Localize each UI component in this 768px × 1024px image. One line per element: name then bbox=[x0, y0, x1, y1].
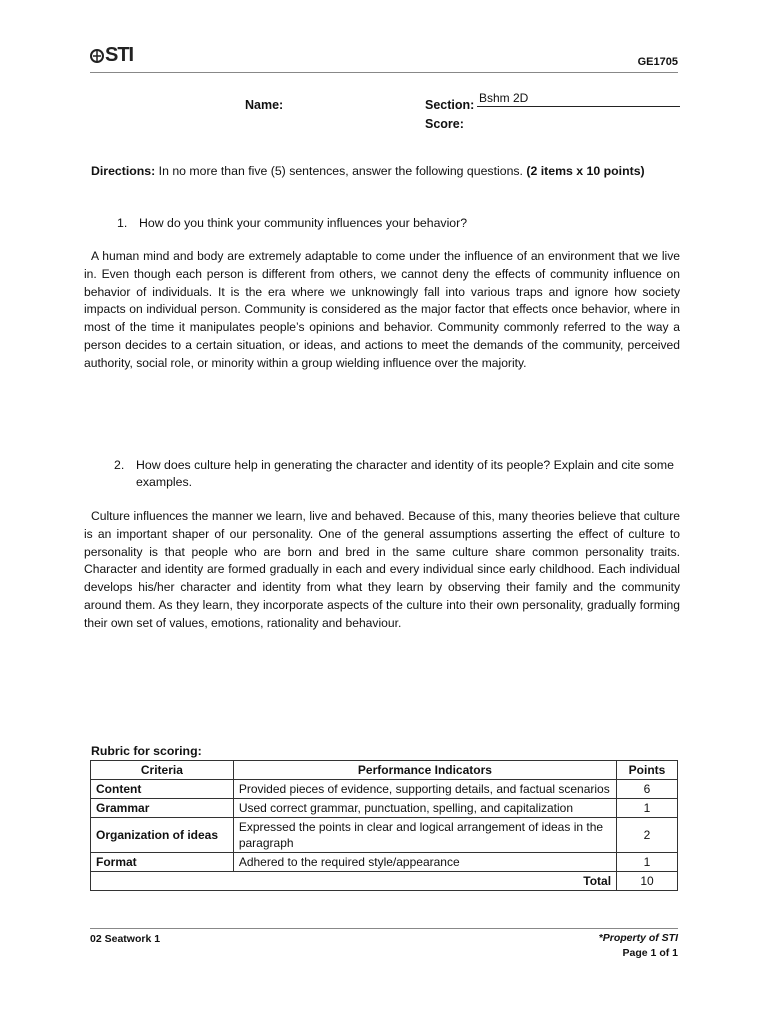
question-1 bbox=[117, 215, 657, 232]
indicator-cell: Provided pieces of evidence, supporting details, and factual scenarios bbox=[233, 780, 616, 799]
logo-text: STI bbox=[105, 44, 134, 66]
points-cell: 1 bbox=[617, 799, 678, 818]
footer-right bbox=[599, 931, 678, 961]
criteria-cell: Organization of ideas bbox=[91, 818, 234, 853]
question-number: 2. bbox=[114, 458, 125, 472]
total-row bbox=[91, 872, 678, 891]
criteria-cell: Content bbox=[91, 780, 234, 799]
indicator-cell: Adhered to the required style/appearance bbox=[233, 853, 616, 872]
course-code: GE1705 bbox=[637, 56, 678, 68]
directions-label: Directions: bbox=[91, 164, 156, 178]
directions bbox=[91, 164, 645, 178]
rubric-title: Rubric for scoring: bbox=[91, 744, 202, 758]
criteria-cell: Format bbox=[91, 853, 234, 872]
name-label: Name: bbox=[245, 98, 284, 112]
question-text: How does culture help in generating the character and identity of its people? Explain and cite some examples. bbox=[136, 458, 674, 489]
question-text: How do you think your community influences your behavior? bbox=[139, 216, 468, 230]
table-row bbox=[91, 853, 678, 872]
footer-title: 02 Seatwork 1 bbox=[90, 933, 161, 945]
indicator-cell: Expressed the points in clear and logical arrangement of ideas in the paragraph bbox=[233, 818, 616, 853]
table-header-row bbox=[91, 761, 678, 780]
rubric-table bbox=[90, 760, 678, 891]
header-performance-indicators: Performance Indicators bbox=[233, 761, 616, 780]
points-cell: 2 bbox=[617, 818, 678, 853]
sti-logo bbox=[90, 44, 133, 67]
table-row bbox=[91, 780, 678, 799]
sti-logo-icon bbox=[90, 48, 104, 64]
section-label: Section: bbox=[425, 98, 475, 112]
indicator-cell: Used correct grammar, punctuation, spelling, and capitalization bbox=[233, 799, 616, 818]
question-number: 1. bbox=[117, 216, 128, 230]
table-row bbox=[91, 818, 678, 853]
table-row bbox=[91, 799, 678, 818]
footer-property: *Property of STI bbox=[598, 932, 678, 944]
directions-points: (2 items x 10 points) bbox=[526, 164, 645, 178]
answer-2: Culture influences the manner we learn, live and behaved. Because of this, many theories believe that culture is an important shaper of our personality. One of the general assumptions asserting the effect of culture to personality is that people who are born and bred in the same culture share common personality traits. Character and identity are formed gradually in each and every individual since early childhood. Each individual develops his/her character and identity from what they learn by observing their family and the community around them. As they learn, they incorporate aspects of the culture into their own personality, gradually forming their own set of values, emotions, rationality and behaviour. bbox=[84, 509, 680, 630]
points-cell: 6 bbox=[617, 780, 678, 799]
header-rule bbox=[90, 72, 678, 73]
answer-1: A human mind and body are extremely adaptable to come under the influence of an environment that we live in. Even though each person is different from others, we cannot deny the effects of community influence on behavior of individuals. It is the era where we unknowingly fall into various traps and ignore how society impacts on individual person. Community is considered as the major factor that effects once behavior, where in most of the time it manipulates people’s opinions and behavior. Community commonly referred to the way a person decides to a certain situation, or ideas, and actions to meet the demands of the community, perceived authority, social role, or minority within a group wielding influence over the majority. bbox=[84, 249, 680, 370]
section-field[interactable]: Bshm 2D bbox=[477, 91, 680, 107]
header-points: Points bbox=[617, 761, 678, 780]
footer-page: Page 1 of 1 bbox=[622, 947, 678, 959]
total-value: 10 bbox=[617, 872, 678, 891]
points-cell: 1 bbox=[617, 853, 678, 872]
directions-text: In no more than five (5) sentences, answer the following questions. bbox=[155, 164, 527, 178]
header-criteria: Criteria bbox=[91, 761, 234, 780]
criteria-cell: Grammar bbox=[91, 799, 234, 818]
footer-rule bbox=[90, 928, 678, 929]
total-label: Total bbox=[91, 872, 617, 891]
score-label: Score: bbox=[425, 117, 464, 131]
question-2 bbox=[114, 457, 680, 491]
